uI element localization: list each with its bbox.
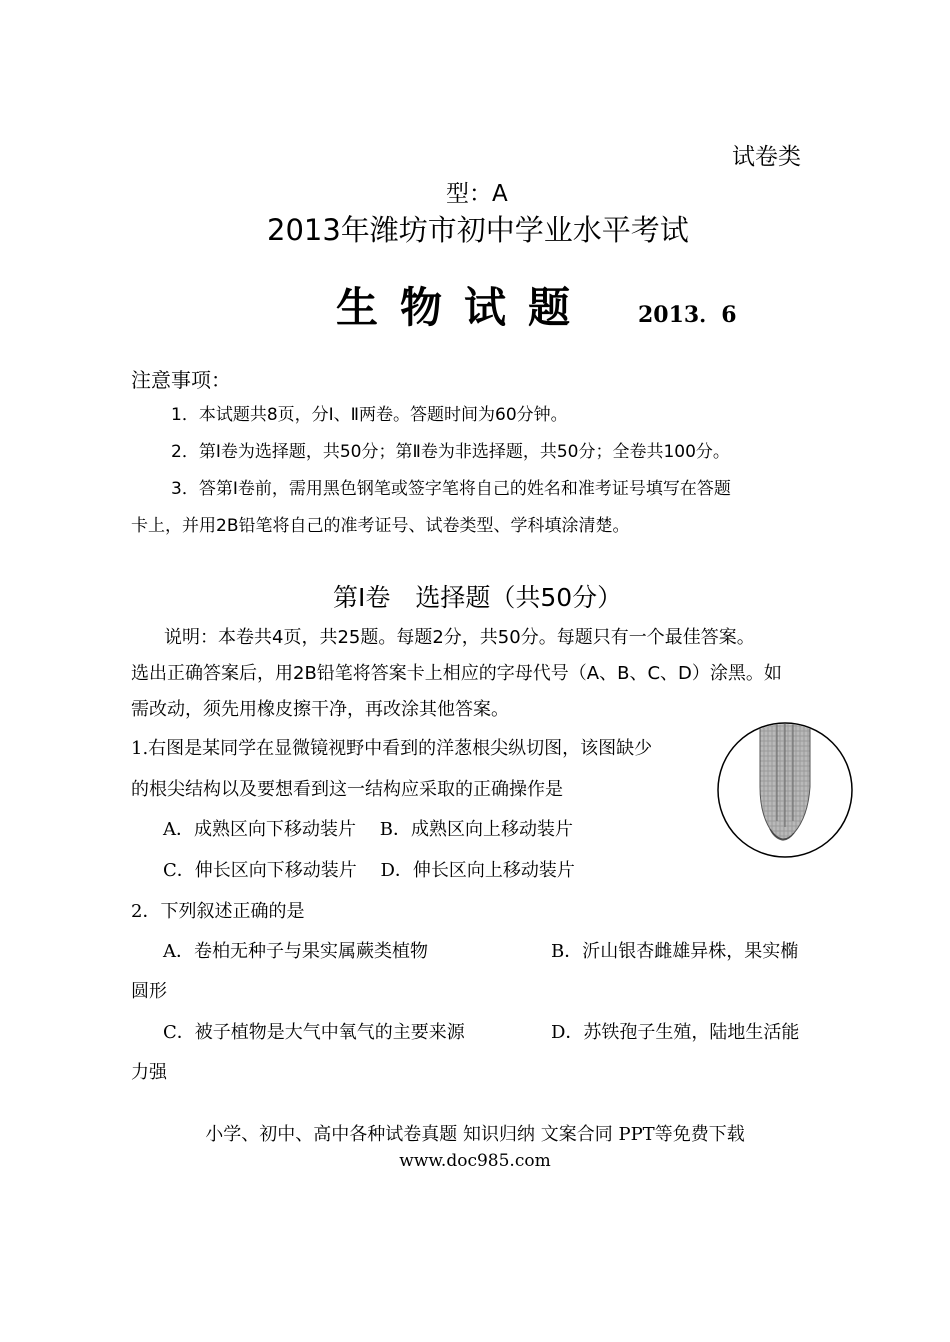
notice-item-2: 2．第Ⅰ卷为选择题，共50分；第Ⅱ卷为非选择题，共50分；全卷共100分。 (171, 442, 730, 462)
question-1-stem-line-1: 1.右图是某同学在显微镜视野中看到的洋葱根尖纵切图，该图缺少 (131, 738, 653, 759)
question-2-option-d-continued: 力强 (131, 1062, 167, 1083)
question-1-options-ab: A．成熟区向下移动装片 B．成熟区向上移动装片 (163, 819, 573, 840)
part1-title: 第Ⅰ卷 选择题（共50分） (333, 583, 623, 612)
notice-heading: 注意事项： (131, 368, 231, 392)
notice-item-1: 1．本试题共8页，分Ⅰ、Ⅱ两卷。答题时间为60分钟。 (171, 405, 568, 425)
notice-item-3-line-1: 3．答第Ⅰ卷前，需用黑色钢笔或签字笔将自己的姓名和准考证号填写在答题 (171, 479, 731, 499)
exam-date: 2013．6 (638, 302, 737, 328)
question-2-stem: 2．下列叙述正确的是 (131, 901, 305, 922)
notice-item-3-line-2: 卡上，并用2B铅笔将自己的准考证号、试卷类型、学科填涂清楚。 (131, 516, 630, 536)
question-1-stem-line-2: 的根尖结构以及要想看到这一结构应采取的正确操作是 (131, 779, 563, 800)
question-2-option-a: A．卷柏无种子与果实属蕨类植物 (163, 941, 428, 962)
question-2-option-c: C．被子植物是大气中氧气的主要来源 (163, 1022, 465, 1043)
footer-promo-text: 小学、初中、高中各种试卷真题 知识归纳 文案合同 PPT等免费下载 (205, 1124, 745, 1145)
exam-title: 2013年潍坊市初中学业水平考试 (267, 213, 689, 247)
footer-url[interactable]: www.doc985.com (399, 1151, 551, 1171)
part1-description-line-3: 需改动，须先用橡皮擦干净，再改涂其他答案。 (131, 699, 509, 720)
question-2-option-b: B．沂山银杏雌雄异株，果实椭 (551, 941, 799, 962)
question-2-option-b-continued: 圆形 (131, 981, 167, 1002)
subject-title: 生物试题 (336, 283, 593, 332)
part1-description-line-2: 选出正确答案后，用2B铅笔将答案卡上相应的字母代号（A、B、C、D）涂黑。如 (131, 663, 782, 684)
question-1-options-cd: C．伸长区向下移动装片 D．伸长区向上移动装片 (163, 860, 575, 881)
part1-description-line-1: 说明：本卷共4页，共25题。每题2分，共50分。每题只有一个最佳答案。 (164, 627, 755, 648)
exam-type-value: 型：A (446, 181, 508, 207)
onion-root-tip-micrograph (716, 721, 854, 859)
exam-type-label: 试卷类 (732, 144, 801, 170)
question-2-option-d: D．苏铁孢子生殖，陆地生活能 (551, 1022, 800, 1043)
